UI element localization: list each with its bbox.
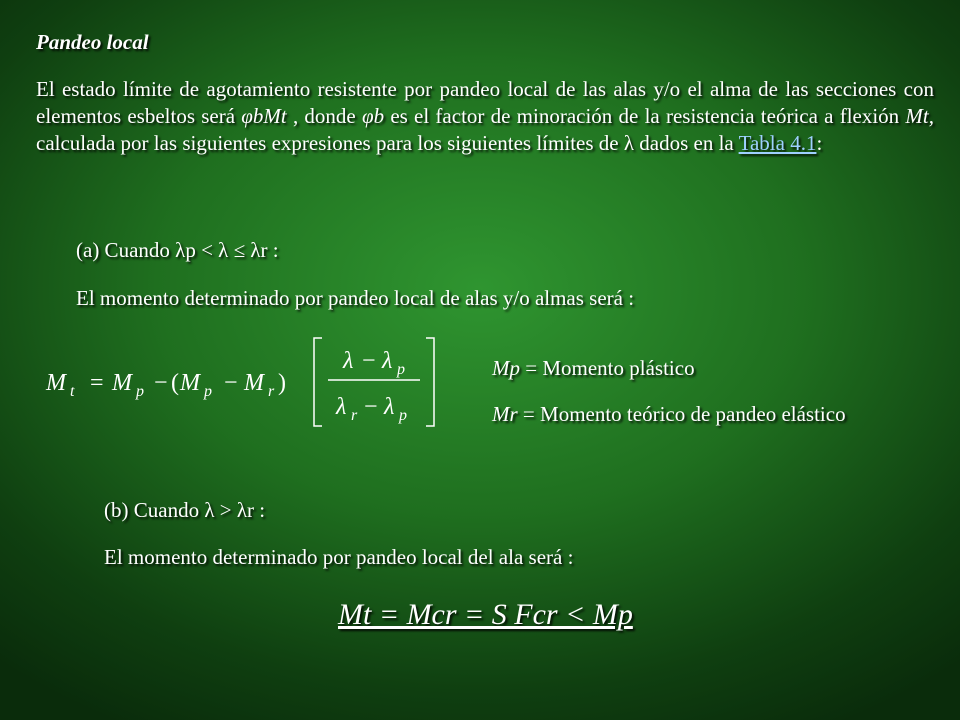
formula-b: Mt = Mcr = S Fcr < Mp: [338, 598, 633, 631]
svg-text:M: M: [46, 370, 66, 396]
svg-text:=: =: [90, 370, 104, 396]
phi-b: φb: [361, 104, 385, 128]
para-part5: :: [816, 131, 823, 155]
svg-text:r: r: [268, 383, 275, 400]
intro-paragraph: [36, 76, 934, 157]
tabla-link[interactable]: Tabla 4.1: [738, 131, 817, 155]
para-part3: es el factor de minoración de la resistencia teórica a flexión: [384, 104, 906, 128]
svg-text:λ: λ: [382, 348, 393, 374]
svg-text:p: p: [204, 383, 212, 400]
section-title: Pandeo local: [36, 30, 149, 54]
phi-b-mt: φbMt: [241, 104, 287, 128]
svg-text:p: p: [136, 383, 144, 400]
svg-text:p: p: [397, 361, 405, 378]
svg-text:−: −: [154, 370, 168, 396]
svg-text:M: M: [112, 370, 132, 396]
formula-a-graphic: [38, 332, 458, 432]
svg-text:): ): [278, 370, 286, 396]
legend-mr-symbol: Mr: [492, 402, 518, 426]
para-part1: El estado límite de agotamiento resistente por pandeo local de las alas y/o el alma de las secciones con elementos esbeltos será: [36, 77, 934, 128]
case-b-label: (b) Cuando λ > λr :: [104, 498, 266, 522]
svg-text:p: p: [399, 407, 407, 424]
svg-text:M: M: [244, 370, 264, 396]
legend-mp-symbol: Mp: [492, 356, 520, 380]
svg-text:λ: λ: [343, 348, 354, 374]
svg-text:M: M: [180, 370, 200, 396]
legend-mp-text: = Momento plástico: [520, 356, 695, 380]
svg-text:−: −: [362, 348, 376, 374]
legend-mr: [492, 402, 846, 427]
svg-text:λ: λ: [384, 394, 395, 420]
svg-text:t: t: [70, 383, 75, 400]
legend-mp: [492, 356, 695, 381]
case-b-text: El momento determinado por pandeo local del ala será :: [104, 545, 574, 569]
para-part2: , donde: [286, 104, 362, 128]
case-a-label: (a) Cuando λp < λ ≤ λr :: [76, 238, 279, 262]
case-a-text: El momento determinado por pandeo local de alas y/o almas será :: [76, 286, 635, 310]
svg-text:λ: λ: [336, 394, 347, 420]
mt-symbol: Mt,: [905, 104, 934, 128]
svg-text:−: −: [364, 394, 378, 420]
formula-a: [38, 332, 458, 432]
legend-mr-text: = Momento teórico de pandeo elástico: [517, 402, 846, 426]
svg-text:−: −: [224, 370, 238, 396]
svg-text:(: (: [171, 370, 179, 396]
para-part4: calculada por las siguientes expresiones para los siguientes límites de λ dados en la: [36, 131, 739, 155]
svg-text:r: r: [351, 407, 358, 424]
